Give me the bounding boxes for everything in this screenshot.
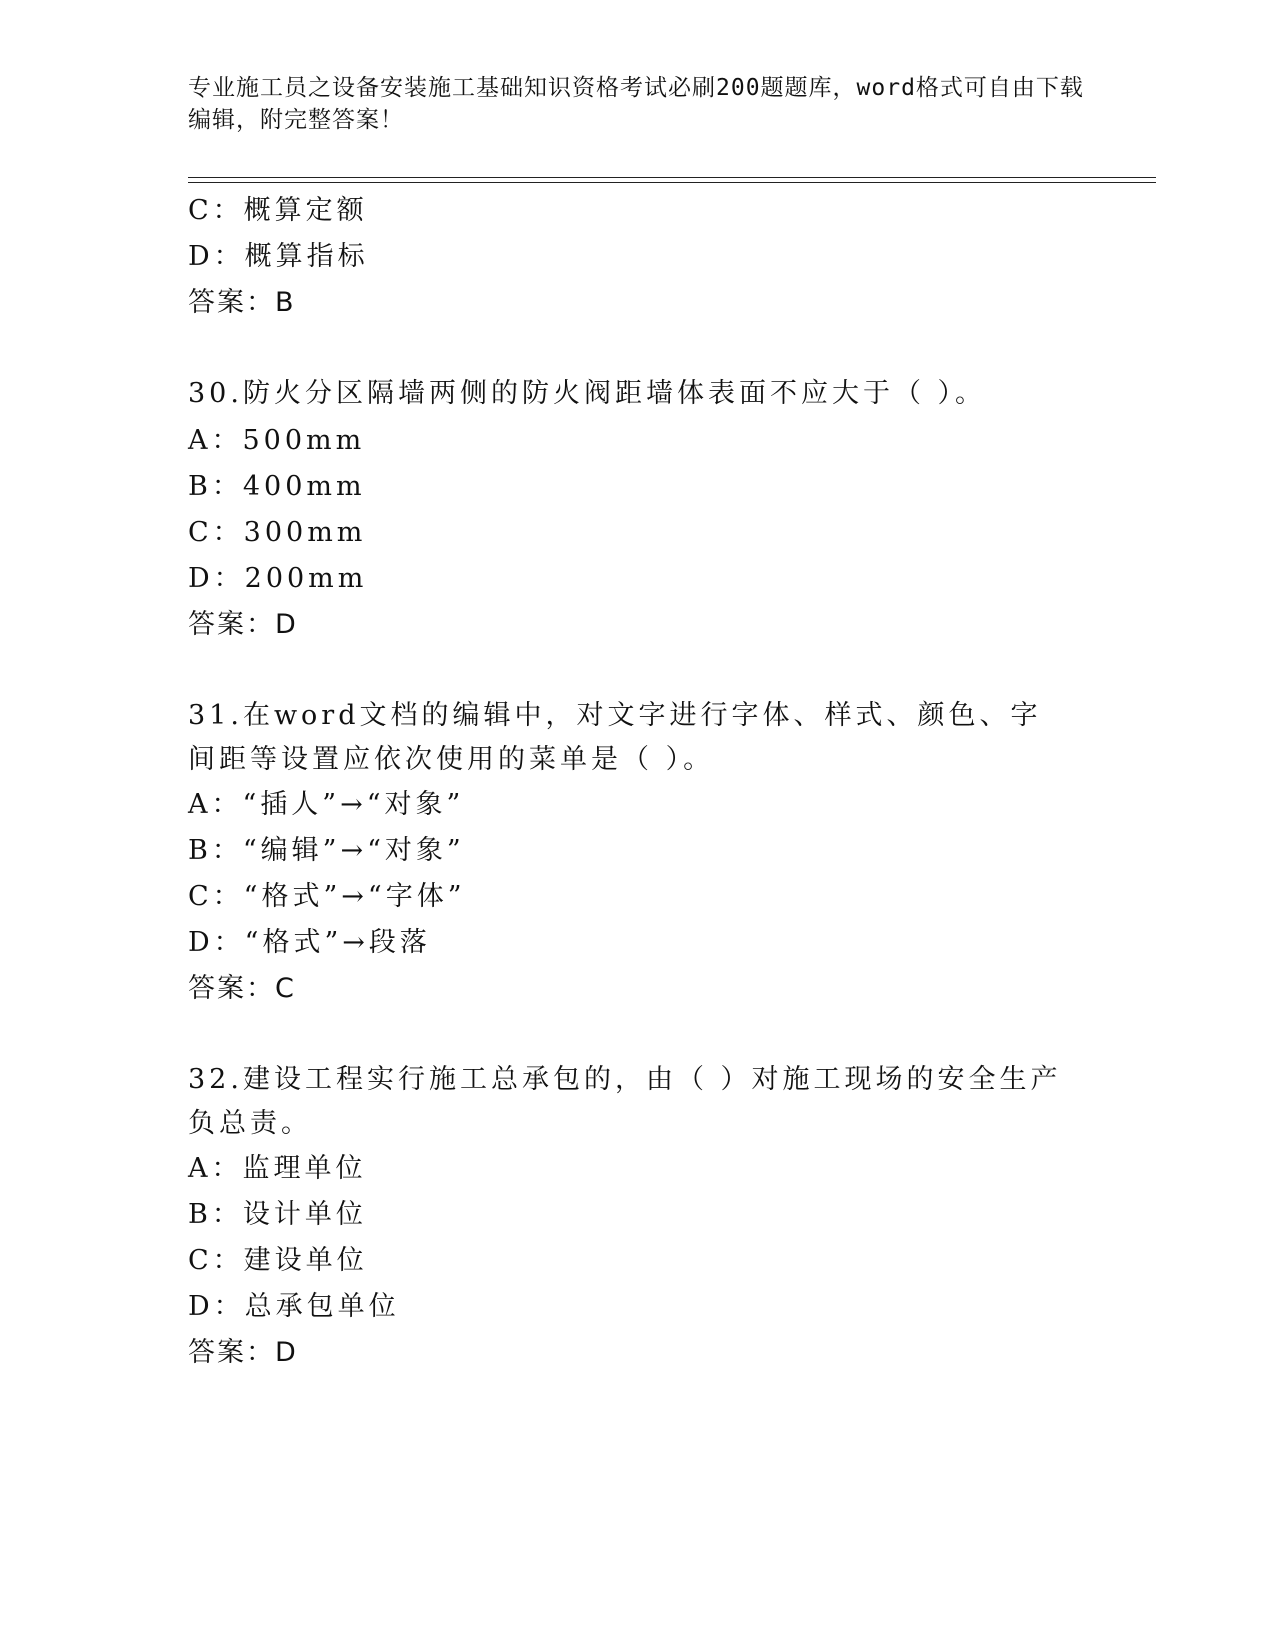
answer-line: 答案：D (188, 1337, 298, 1368)
question-text: 31.在word文档的编辑中，对文字进行字体、样式、颜色、字间距等设置应依次使用的菜单是（ ）。 (188, 700, 1042, 775)
spacer (188, 648, 1068, 694)
question-29-tail (188, 188, 1068, 326)
option-b: B：设计单位 (188, 1199, 367, 1230)
option-d: D：200mm (188, 563, 368, 594)
option-a: A：“插人”→“对象” (188, 789, 465, 820)
option-d: D：概算指标 (188, 241, 369, 272)
option-c: C：“格式”→“字体” (188, 881, 466, 912)
document-header: 专业施工员之设备安装施工基础知识资格考试必刷200题题库，word格式可自由下载编辑，附完整答案！ (188, 75, 1084, 133)
question-text: 32.建设工程实行施工总承包的，由（ ）对施工现场的安全生产负总责。 (188, 1064, 1062, 1139)
option-c: C：建设单位 (188, 1245, 368, 1276)
option-a: A：500mm (188, 425, 366, 456)
option-b: B：“编辑”→“对象” (188, 835, 465, 866)
option-d: D：总承包单位 (188, 1291, 400, 1322)
answer-line: 答案：C (188, 973, 296, 1004)
answer-line: 答案：B (188, 287, 296, 318)
answer-line: 答案：D (188, 609, 298, 640)
question-text: 30.防火分区隔墙两侧的防火阀距墙体表面不应大于（ ）。 (188, 378, 987, 409)
option-d: D：“格式”→段落 (188, 927, 431, 958)
option-c: C：300mm (188, 517, 367, 548)
document-body (188, 188, 1068, 1376)
header-divider-bottom (188, 182, 1156, 183)
option-c: C：概算定额 (188, 195, 368, 226)
spacer (188, 326, 1068, 372)
option-b: B：400mm (188, 471, 366, 502)
question-31 (188, 694, 1068, 1012)
option-a: A：监理单位 (188, 1153, 367, 1184)
question-30 (188, 372, 1068, 648)
question-32 (188, 1058, 1068, 1376)
spacer (188, 1012, 1068, 1058)
header-divider-top (188, 177, 1156, 178)
